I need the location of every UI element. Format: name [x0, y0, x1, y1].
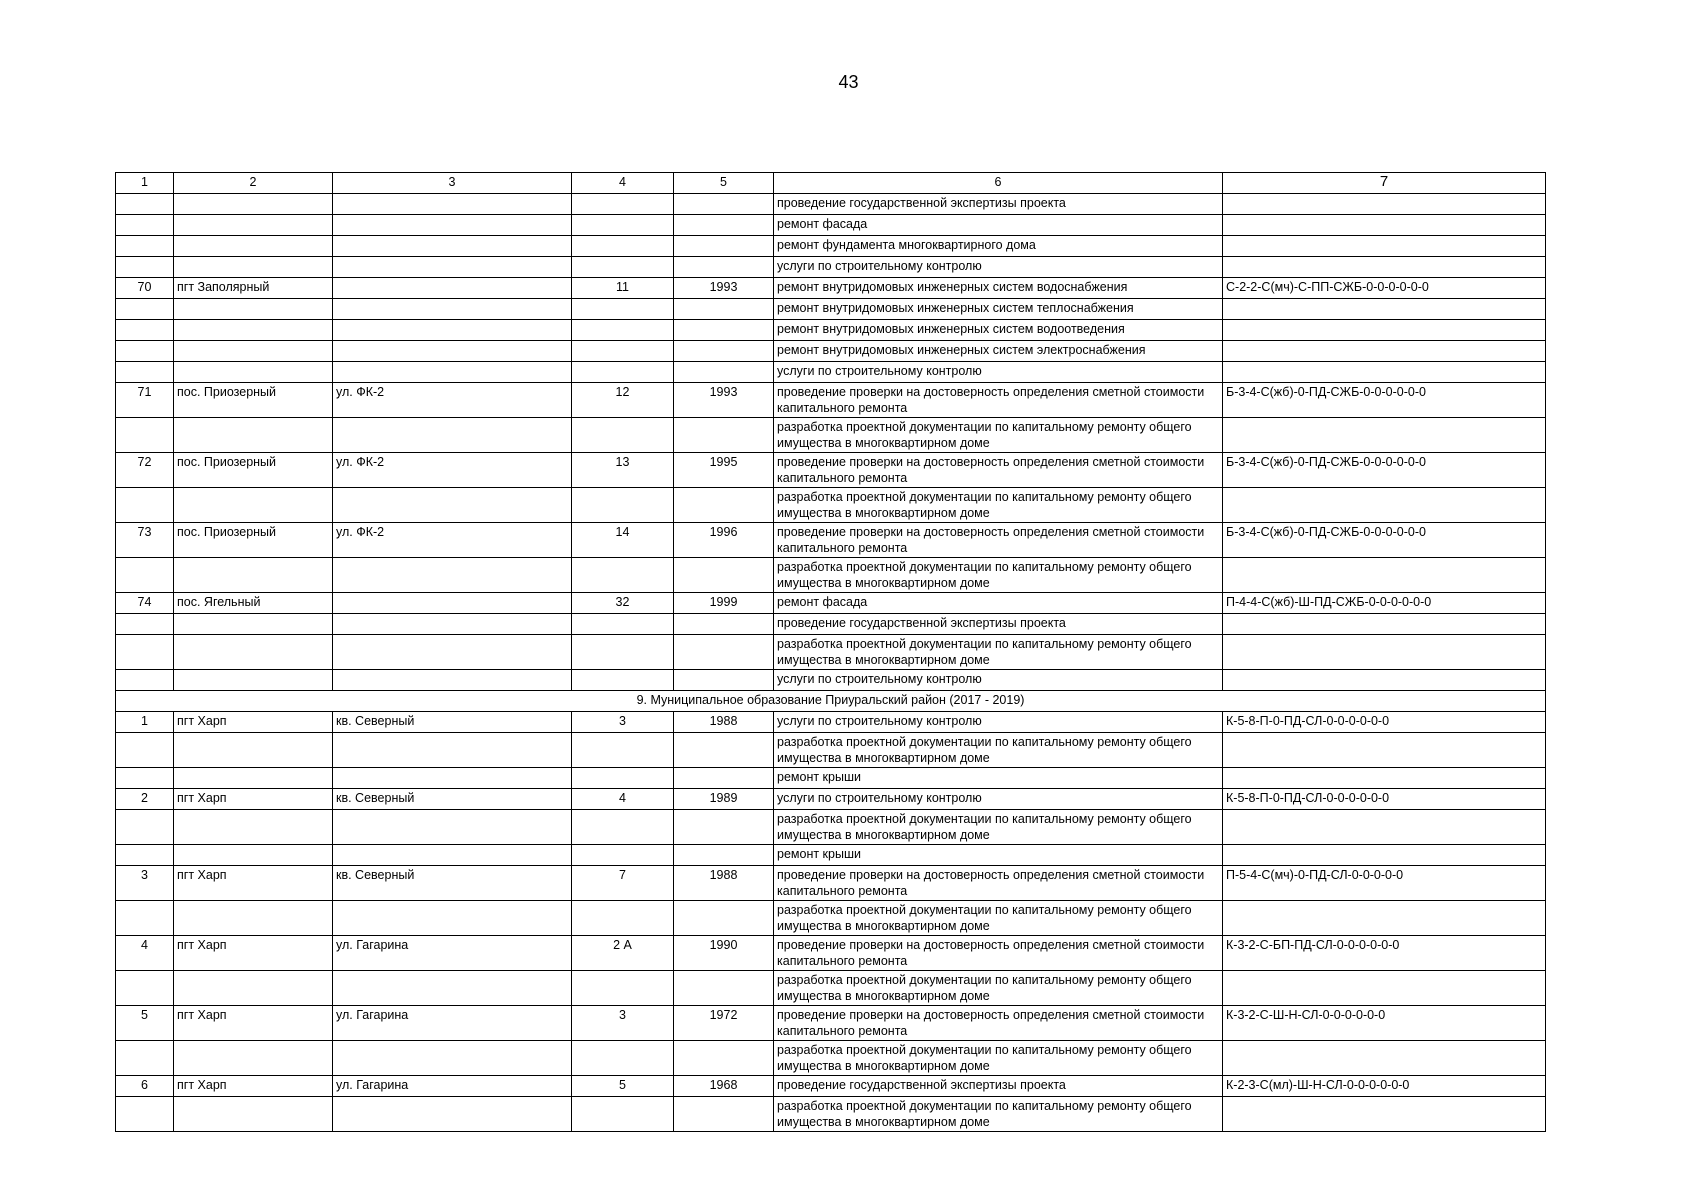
section-header-row	[116, 691, 1546, 712]
cell-year	[674, 670, 774, 691]
cell-settlement: пгт Харп	[174, 1006, 333, 1041]
table-row	[116, 341, 1546, 362]
cell-street	[333, 320, 572, 341]
cell-house	[572, 194, 674, 215]
cell-year	[674, 194, 774, 215]
cell-number	[116, 194, 174, 215]
table-row	[116, 523, 1546, 558]
cell-house-code	[1223, 362, 1546, 383]
cell-year	[674, 236, 774, 257]
table-row	[116, 593, 1546, 614]
table-body	[116, 173, 1546, 1132]
cell-settlement	[174, 1097, 333, 1132]
cell-settlement	[174, 768, 333, 789]
table-row	[116, 257, 1546, 278]
table-row	[116, 971, 1546, 1006]
cell-house-code: К-5-8-П-0-ПД-СЛ-0-0-0-0-0-0	[1223, 789, 1546, 810]
cell-number	[116, 971, 174, 1006]
cell-number	[116, 320, 174, 341]
table-row	[116, 670, 1546, 691]
table-row	[116, 278, 1546, 299]
cell-settlement: пгт Харп	[174, 936, 333, 971]
table-row	[116, 558, 1546, 593]
cell-street	[333, 635, 572, 670]
cell-work-type: ремонт крыши	[774, 768, 1223, 789]
cell-settlement	[174, 1041, 333, 1076]
cell-year	[674, 320, 774, 341]
cell-house	[572, 810, 674, 845]
cell-settlement	[174, 733, 333, 768]
cell-street	[333, 362, 572, 383]
cell-settlement: пос. Приозерный	[174, 453, 333, 488]
table-row	[116, 453, 1546, 488]
column-header-2: 2	[174, 173, 333, 194]
cell-work-type: проведение проверки на достоверность определения сметной стоимости капитального ремонта	[774, 453, 1223, 488]
cell-house-code: Б-3-4-С(жб)-0-ПД-СЖБ-0-0-0-0-0-0	[1223, 523, 1546, 558]
cell-work-type: ремонт фасада	[774, 215, 1223, 236]
cell-number	[116, 299, 174, 320]
cell-settlement	[174, 810, 333, 845]
cell-year	[674, 635, 774, 670]
cell-house	[572, 971, 674, 1006]
cell-year	[674, 299, 774, 320]
table-row	[116, 194, 1546, 215]
cell-house-code	[1223, 341, 1546, 362]
cell-street	[333, 901, 572, 936]
cell-work-type: разработка проектной документации по капитальному ремонту общего имущества в многоквартирном доме	[774, 635, 1223, 670]
cell-street	[333, 278, 572, 299]
cell-house-code	[1223, 257, 1546, 278]
cell-street	[333, 810, 572, 845]
table-row	[116, 936, 1546, 971]
cell-house: 11	[572, 278, 674, 299]
cell-street	[333, 733, 572, 768]
cell-house: 13	[572, 453, 674, 488]
cell-number	[116, 1097, 174, 1132]
cell-work-type: проведение государственной экспертизы проекта	[774, 1076, 1223, 1097]
cell-street	[333, 418, 572, 453]
column-header-3: 3	[333, 173, 572, 194]
cell-house: 2 А	[572, 936, 674, 971]
cell-work-type: разработка проектной документации по капитальному ремонту общего имущества в многоквартирном доме	[774, 1041, 1223, 1076]
cell-street	[333, 670, 572, 691]
cell-work-type: разработка проектной документации по капитальному ремонту общего имущества в многоквартирном доме	[774, 810, 1223, 845]
cell-house	[572, 614, 674, 635]
cell-year	[674, 1041, 774, 1076]
cell-house: 3	[572, 712, 674, 733]
cell-house-code	[1223, 670, 1546, 691]
cell-number: 71	[116, 383, 174, 418]
cell-street: кв. Северный	[333, 866, 572, 901]
column-header-5: 5	[674, 173, 774, 194]
cell-street: ул. Гагарина	[333, 1076, 572, 1097]
cell-year: 1999	[674, 593, 774, 614]
cell-house	[572, 299, 674, 320]
cell-year: 1989	[674, 789, 774, 810]
cell-street: ул. Гагарина	[333, 936, 572, 971]
cell-work-type: разработка проектной документации по капитальному ремонту общего имущества в многоквартирном доме	[774, 733, 1223, 768]
table-header-row	[116, 173, 1546, 194]
cell-number: 72	[116, 453, 174, 488]
cell-year	[674, 733, 774, 768]
cell-house-code	[1223, 733, 1546, 768]
cell-house: 5	[572, 1076, 674, 1097]
cell-settlement	[174, 362, 333, 383]
column-header-4: 4	[572, 173, 674, 194]
table-row	[116, 362, 1546, 383]
cell-settlement: пос. Ягельный	[174, 593, 333, 614]
cell-street	[333, 1097, 572, 1132]
cell-work-type: разработка проектной документации по капитальному ремонту общего имущества в многоквартирном доме	[774, 1097, 1223, 1132]
cell-work-type: проведение проверки на достоверность определения сметной стоимости капитального ремонта	[774, 866, 1223, 901]
cell-year: 1968	[674, 1076, 774, 1097]
cell-work-type: проведение проверки на достоверность определения сметной стоимости капитального ремонта	[774, 1006, 1223, 1041]
cell-house-code	[1223, 299, 1546, 320]
cell-work-type: разработка проектной документации по капитальному ремонту общего имущества в многоквартирном доме	[774, 558, 1223, 593]
cell-number	[116, 768, 174, 789]
cell-house-code	[1223, 418, 1546, 453]
cell-house-code: К-2-3-С(мл)-Ш-Н-СЛ-0-0-0-0-0-0	[1223, 1076, 1546, 1097]
cell-street: ул. ФК-2	[333, 523, 572, 558]
cell-house-code	[1223, 488, 1546, 523]
table-row	[116, 845, 1546, 866]
cell-work-type: услуги по строительному контролю	[774, 257, 1223, 278]
cell-year: 1988	[674, 712, 774, 733]
cell-house-code	[1223, 1041, 1546, 1076]
cell-work-type: разработка проектной документации по капитальному ремонту общего имущества в многоквартирном доме	[774, 901, 1223, 936]
cell-house	[572, 236, 674, 257]
cell-settlement	[174, 488, 333, 523]
cell-street	[333, 614, 572, 635]
cell-street	[333, 1041, 572, 1076]
cell-settlement	[174, 845, 333, 866]
column-header-1: 1	[116, 173, 174, 194]
cell-house	[572, 558, 674, 593]
cell-work-type: разработка проектной документации по капитальному ремонту общего имущества в многоквартирном доме	[774, 418, 1223, 453]
cell-street	[333, 593, 572, 614]
cell-year: 1972	[674, 1006, 774, 1041]
cell-settlement	[174, 901, 333, 936]
cell-street	[333, 488, 572, 523]
cell-number	[116, 733, 174, 768]
cell-year	[674, 845, 774, 866]
cell-year	[674, 488, 774, 523]
cell-street	[333, 341, 572, 362]
cell-house	[572, 635, 674, 670]
cell-house-code: К-3-2-С-БП-ПД-СЛ-0-0-0-0-0-0	[1223, 936, 1546, 971]
cell-number: 74	[116, 593, 174, 614]
cell-year	[674, 257, 774, 278]
column-header-7: 7	[1223, 173, 1546, 194]
cell-settlement	[174, 257, 333, 278]
cell-house: 3	[572, 1006, 674, 1041]
cell-work-type: услуги по строительному контролю	[774, 789, 1223, 810]
table-row	[116, 614, 1546, 635]
cell-settlement	[174, 670, 333, 691]
cell-work-type: проведение государственной экспертизы проекта	[774, 194, 1223, 215]
cell-number	[116, 845, 174, 866]
table-row	[116, 1041, 1546, 1076]
cell-number: 5	[116, 1006, 174, 1041]
cell-house	[572, 733, 674, 768]
cell-work-type: ремонт внутридомовых инженерных систем теплоснабжения	[774, 299, 1223, 320]
cell-house-code: К-3-2-С-Ш-Н-СЛ-0-0-0-0-0-0	[1223, 1006, 1546, 1041]
table-row	[116, 768, 1546, 789]
cell-street: кв. Северный	[333, 712, 572, 733]
cell-house	[572, 488, 674, 523]
cell-house	[572, 1097, 674, 1132]
cell-house	[572, 257, 674, 278]
cell-house: 14	[572, 523, 674, 558]
cell-house-code	[1223, 236, 1546, 257]
cell-number	[116, 341, 174, 362]
cell-number: 3	[116, 866, 174, 901]
cell-number: 2	[116, 789, 174, 810]
cell-settlement: пгт Заполярный	[174, 278, 333, 299]
cell-house-code: П-4-4-С(жб)-Ш-ПД-СЖБ-0-0-0-0-0-0	[1223, 593, 1546, 614]
cell-house	[572, 1041, 674, 1076]
table-row	[116, 383, 1546, 418]
cell-street	[333, 236, 572, 257]
cell-work-type: услуги по строительному контролю	[774, 712, 1223, 733]
cell-house-code: С-2-2-С(мч)-С-ПП-СЖБ-0-0-0-0-0-0	[1223, 278, 1546, 299]
cell-house-code	[1223, 635, 1546, 670]
table-row	[116, 320, 1546, 341]
cell-settlement	[174, 194, 333, 215]
column-header-6: 6	[774, 173, 1223, 194]
cell-house-code	[1223, 845, 1546, 866]
cell-house	[572, 768, 674, 789]
cell-house	[572, 320, 674, 341]
cell-street	[333, 299, 572, 320]
table-row	[116, 488, 1546, 523]
cell-work-type: проведение проверки на достоверность определения сметной стоимости капитального ремонта	[774, 383, 1223, 418]
cell-house: 4	[572, 789, 674, 810]
cell-street: ул. ФК-2	[333, 383, 572, 418]
repair-register-table	[115, 172, 1546, 1132]
cell-work-type: ремонт внутридомовых инженерных систем водоотведения	[774, 320, 1223, 341]
cell-work-type: услуги по строительному контролю	[774, 670, 1223, 691]
cell-house	[572, 341, 674, 362]
cell-number: 4	[116, 936, 174, 971]
cell-house-code: К-5-8-П-0-ПД-СЛ-0-0-0-0-0-0	[1223, 712, 1546, 733]
cell-settlement	[174, 971, 333, 1006]
cell-year: 1993	[674, 383, 774, 418]
table-row	[116, 901, 1546, 936]
cell-settlement: пос. Приозерный	[174, 523, 333, 558]
cell-number	[116, 635, 174, 670]
cell-house	[572, 362, 674, 383]
cell-house-code	[1223, 194, 1546, 215]
cell-house: 32	[572, 593, 674, 614]
cell-settlement: пос. Приозерный	[174, 383, 333, 418]
cell-number	[116, 901, 174, 936]
cell-number	[116, 670, 174, 691]
table-row	[116, 712, 1546, 733]
cell-street	[333, 257, 572, 278]
table-row	[116, 1076, 1546, 1097]
cell-number	[116, 810, 174, 845]
cell-number	[116, 418, 174, 453]
page-number: 43	[838, 72, 859, 92]
cell-house-code	[1223, 215, 1546, 236]
cell-house-code	[1223, 614, 1546, 635]
cell-settlement	[174, 299, 333, 320]
cell-street	[333, 768, 572, 789]
cell-house-code: П-5-4-С(мч)-0-ПД-СЛ-0-0-0-0-0	[1223, 866, 1546, 901]
cell-number	[116, 488, 174, 523]
cell-year	[674, 1097, 774, 1132]
cell-street: кв. Северный	[333, 789, 572, 810]
cell-number	[116, 236, 174, 257]
cell-house: 12	[572, 383, 674, 418]
cell-house-code	[1223, 320, 1546, 341]
cell-settlement	[174, 215, 333, 236]
table-row	[116, 1097, 1546, 1132]
cell-number	[116, 614, 174, 635]
table-row	[116, 236, 1546, 257]
cell-house	[572, 215, 674, 236]
cell-house-code	[1223, 901, 1546, 936]
cell-work-type: разработка проектной документации по капитальному ремонту общего имущества в многоквартирном доме	[774, 971, 1223, 1006]
table-row	[116, 215, 1546, 236]
cell-number: 1	[116, 712, 174, 733]
cell-street	[333, 971, 572, 1006]
table-row	[116, 789, 1546, 810]
cell-work-type: ремонт внутридомовых инженерных систем водоснабжения	[774, 278, 1223, 299]
cell-number: 73	[116, 523, 174, 558]
cell-street	[333, 845, 572, 866]
cell-settlement	[174, 558, 333, 593]
cell-year	[674, 362, 774, 383]
cell-year: 1995	[674, 453, 774, 488]
cell-house	[572, 670, 674, 691]
cell-street: ул. ФК-2	[333, 453, 572, 488]
cell-number	[116, 215, 174, 236]
cell-work-type: ремонт крыши	[774, 845, 1223, 866]
cell-house	[572, 418, 674, 453]
cell-year: 1996	[674, 523, 774, 558]
cell-number	[116, 257, 174, 278]
cell-settlement: пгт Харп	[174, 712, 333, 733]
cell-settlement	[174, 635, 333, 670]
cell-number: 70	[116, 278, 174, 299]
cell-year: 1988	[674, 866, 774, 901]
cell-work-type: услуги по строительному контролю	[774, 362, 1223, 383]
cell-year	[674, 901, 774, 936]
cell-house: 7	[572, 866, 674, 901]
cell-settlement	[174, 418, 333, 453]
cell-settlement	[174, 341, 333, 362]
table-row	[116, 418, 1546, 453]
cell-year	[674, 971, 774, 1006]
cell-work-type: ремонт фасада	[774, 593, 1223, 614]
cell-year	[674, 810, 774, 845]
cell-year	[674, 768, 774, 789]
cell-house-code	[1223, 971, 1546, 1006]
cell-number	[116, 362, 174, 383]
cell-house	[572, 901, 674, 936]
table-row	[116, 1006, 1546, 1041]
cell-settlement: пгт Харп	[174, 789, 333, 810]
cell-year	[674, 614, 774, 635]
cell-work-type: проведение проверки на достоверность определения сметной стоимости капитального ремонта	[774, 936, 1223, 971]
cell-settlement	[174, 320, 333, 341]
cell-year	[674, 215, 774, 236]
cell-year	[674, 558, 774, 593]
cell-settlement: пгт Харп	[174, 1076, 333, 1097]
cell-street	[333, 215, 572, 236]
cell-street	[333, 558, 572, 593]
cell-settlement	[174, 236, 333, 257]
cell-house-code: Б-3-4-С(жб)-0-ПД-СЖБ-0-0-0-0-0-0	[1223, 453, 1546, 488]
cell-house-code	[1223, 558, 1546, 593]
cell-street	[333, 194, 572, 215]
cell-house	[572, 845, 674, 866]
cell-number	[116, 1041, 174, 1076]
cell-house-code	[1223, 768, 1546, 789]
cell-work-type: ремонт фундамента многоквартирного дома	[774, 236, 1223, 257]
cell-year: 1993	[674, 278, 774, 299]
cell-number: 6	[116, 1076, 174, 1097]
table-row	[116, 635, 1546, 670]
cell-house-code	[1223, 1097, 1546, 1132]
cell-settlement: пгт Харп	[174, 866, 333, 901]
cell-work-type: проведение государственной экспертизы проекта	[774, 614, 1223, 635]
cell-work-type: проведение проверки на достоверность определения сметной стоимости капитального ремонта	[774, 523, 1223, 558]
cell-street: ул. Гагарина	[333, 1006, 572, 1041]
cell-house-code	[1223, 810, 1546, 845]
cell-number	[116, 558, 174, 593]
cell-work-type: ремонт внутридомовых инженерных систем электроснабжения	[774, 341, 1223, 362]
cell-house-code: Б-3-4-С(жб)-0-ПД-СЖБ-0-0-0-0-0-0	[1223, 383, 1546, 418]
cell-settlement	[174, 614, 333, 635]
table-row	[116, 733, 1546, 768]
table-row	[116, 810, 1546, 845]
cell-year	[674, 341, 774, 362]
table-row	[116, 866, 1546, 901]
cell-year: 1990	[674, 936, 774, 971]
section-title: 9. Муниципальное образование Приуральский район (2017 - 2019)	[116, 691, 1546, 712]
table-row	[116, 299, 1546, 320]
cell-year	[674, 418, 774, 453]
cell-work-type: разработка проектной документации по капитальному ремонту общего имущества в многоквартирном доме	[774, 488, 1223, 523]
